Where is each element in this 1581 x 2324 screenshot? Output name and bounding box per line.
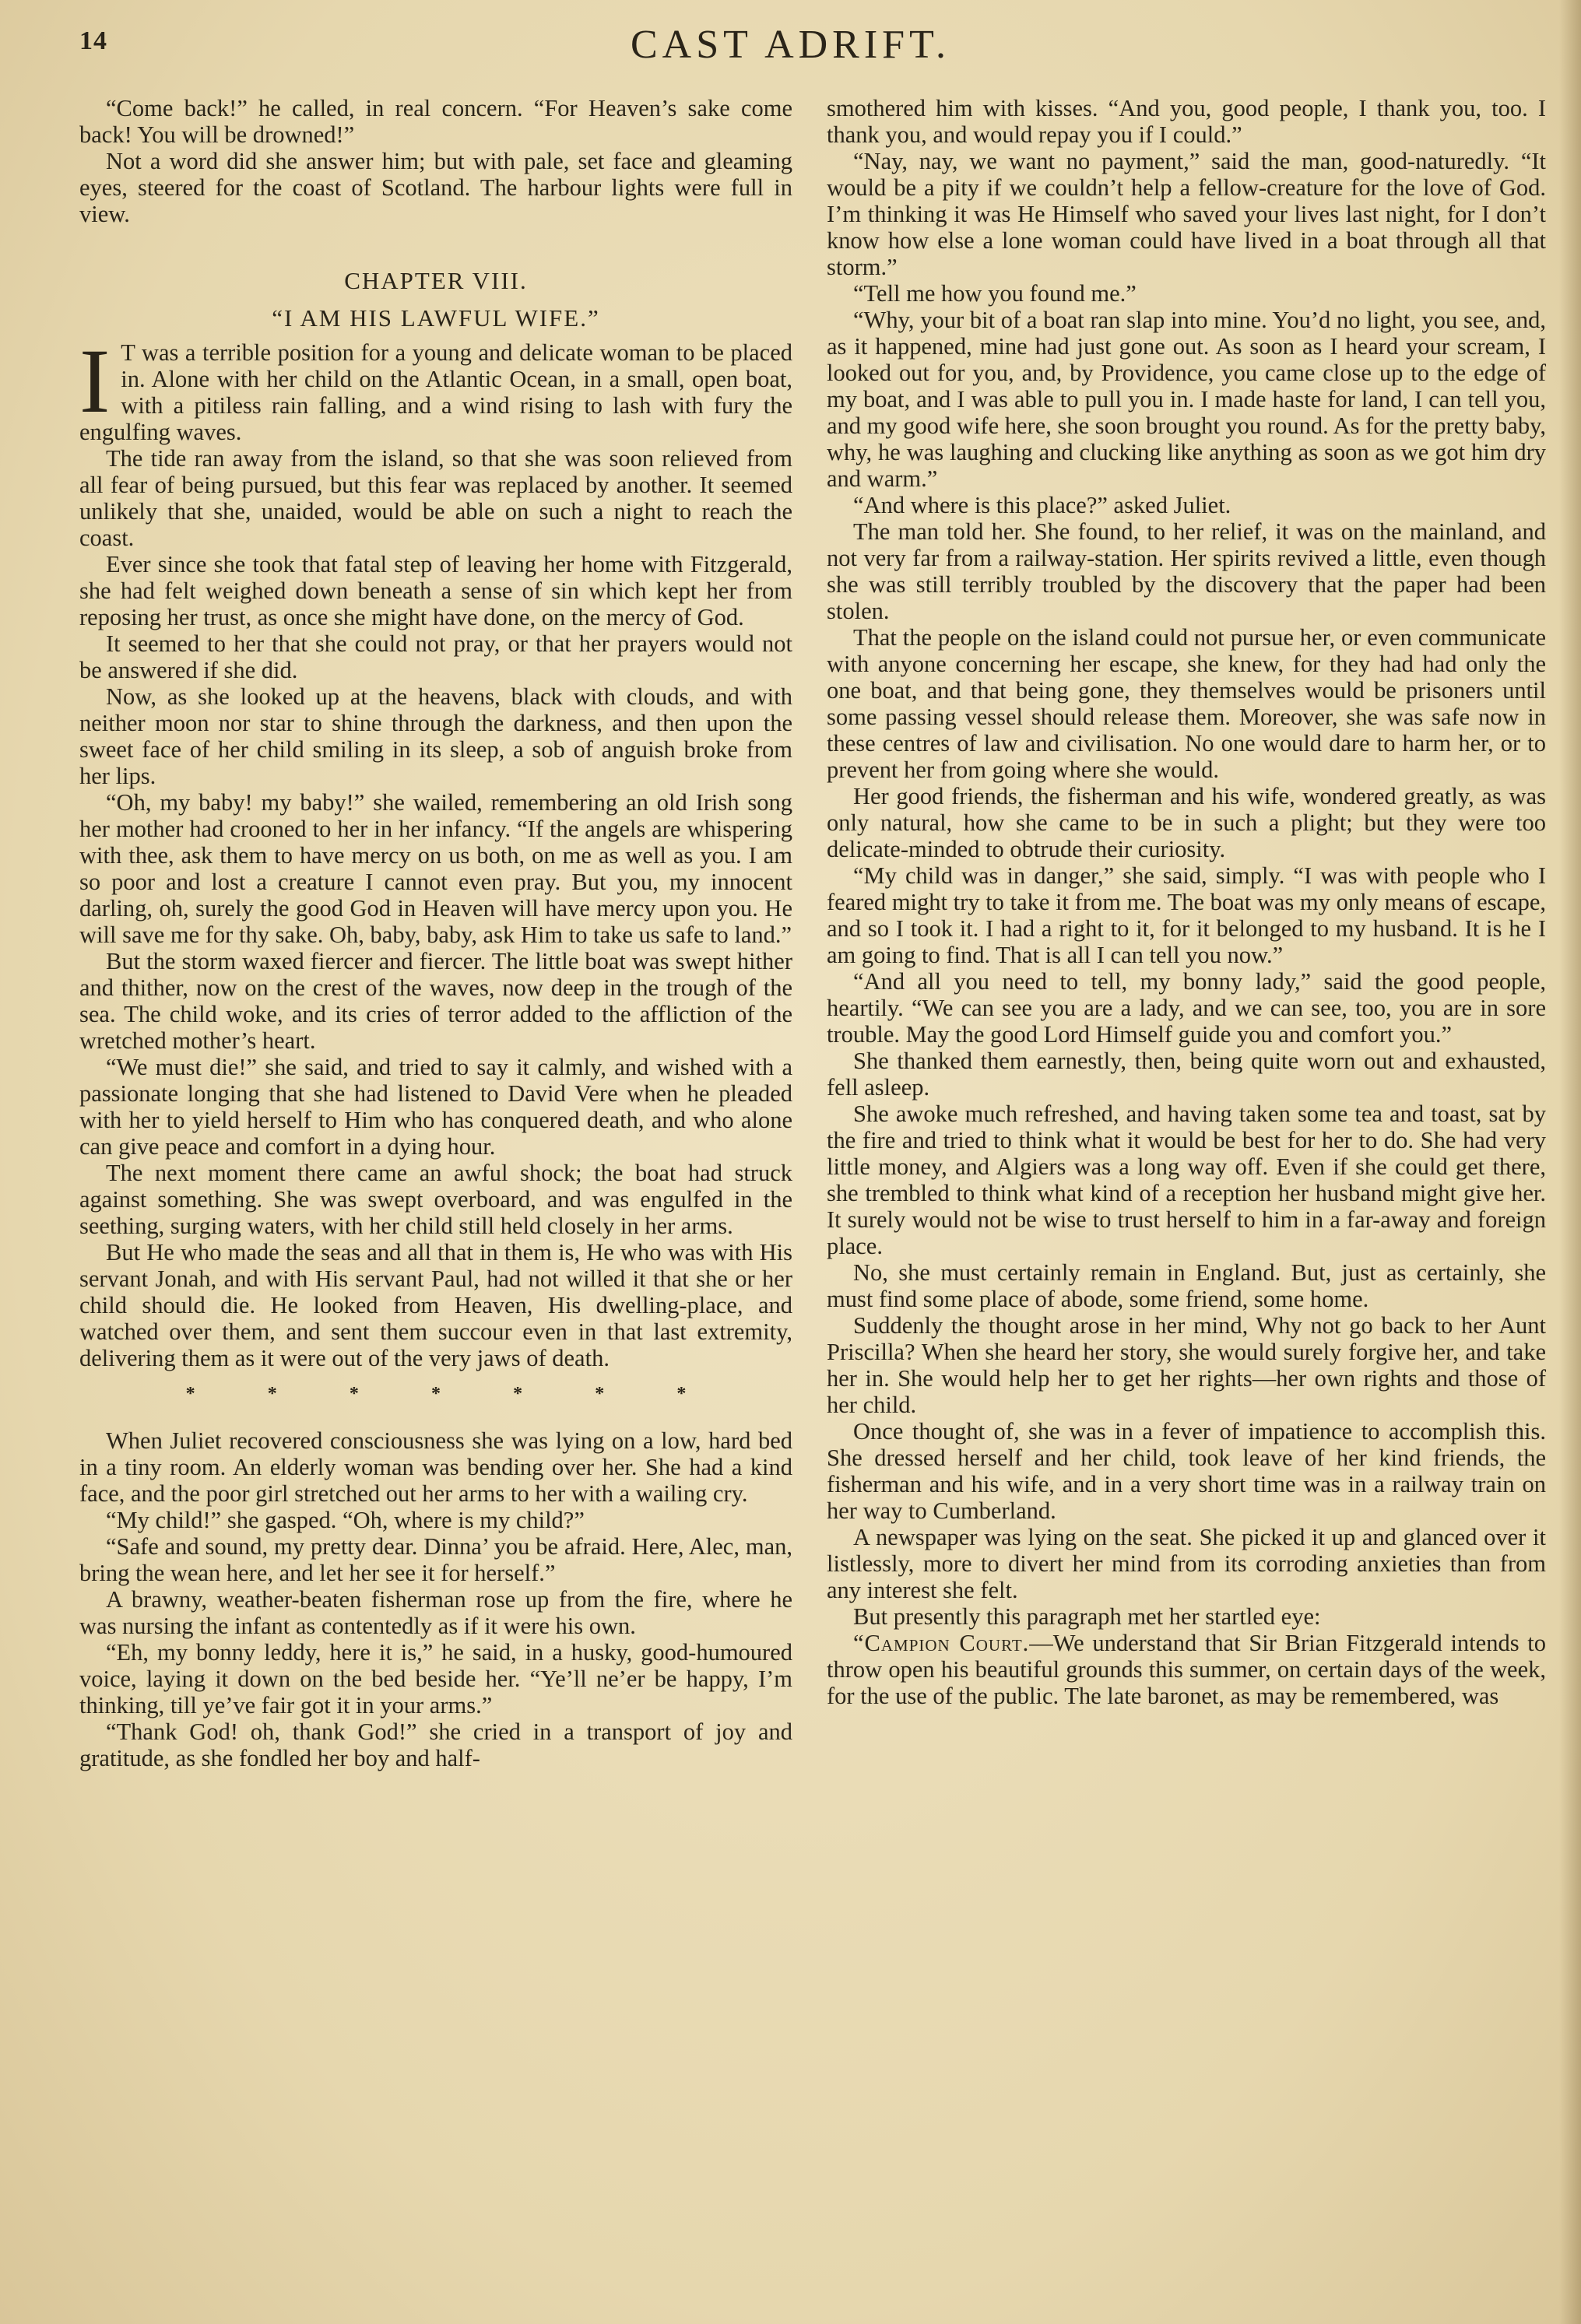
chapter-subtitle: “I AM HIS LAWFUL WIFE.” [272, 304, 600, 332]
right-column [827, 95, 1546, 1709]
quote-lead: “Campion Court. [853, 1630, 1030, 1656]
paragraph: She thanked them earnestly, then, being quite worn out and exhausted, fell asleep. [827, 1048, 1546, 1101]
paragraph: The man told her. She found, to her relief, it was on the mainland, and not very far from a railway-station. Her spirits revived a little, even though she was still terribly troubled by the discovery that the paper had been stolen. [827, 518, 1546, 624]
paragraph: That the people on the island could not pursue her, or even communicate with anyone concerning her escape, she knew, for they had had only the one boat, and that being gone, they themselves would be prisoners until some passing vessel should release them. Moreover, she was safe now in these centres of law and civilisation. No one would dare to harm her, or to prevent her from going where she would. [827, 624, 1546, 783]
paragraph: Not a word did she answer him; but with pale, set face and gleaming eyes, steered for the coast of Scotland. The harbour lights were full in view. [79, 148, 792, 227]
running-title: CAST ADRIFT. [630, 23, 951, 67]
paragraph: “We must die!” she said, and tried to say it calmly, and wished with a passionate longing that she had listened to David Vere when he pleaded with her to yield herself to Him who has conquered death, and who alone can give peace and comfort in a dying hour. [79, 1054, 792, 1160]
paragraph: But the storm waxed fiercer and fiercer. The little boat was swept hither and thither, now on the crest of the waves, now deep in the trough of the sea. The child woke, and its cries of terror added to the affliction of the wretched mother’s heart. [79, 948, 792, 1054]
separator-star: * [267, 1384, 277, 1404]
section-separator [79, 1381, 792, 1407]
paragraph: “Eh, my bonny leddy, here it is,” he said, in a husky, good-humoured voice, laying it down on the bed beside her. “Ye’ll ne’er be happy, I’m thinking, till ye’ve fair got it in your arms.” [79, 1639, 792, 1718]
left-column [79, 95, 792, 1771]
separator-star: * [676, 1384, 687, 1404]
paragraph: “Oh, my baby! my baby!” she wailed, remembering an old Irish song her mother had crooned to her in her infancy. “If the angels are whispering with thee, ask them to have mercy on us both, on me as well as you. I am so poor and lost a creature I cannot even pray. But you, my innocent darling, oh, surely the good God in Heaven will have mercy upon you. He will save me for thy sake. Oh, baby, baby, ask Him to take us safe to land.” [79, 789, 792, 948]
paragraph: “My child was in danger,” she said, simply. “I was with people who I feared might try to take it from me. The boat was my only means of escape, and so I took it. I had a right to it, for it belonged to my husband. It is he I am going to find. That is all I can tell you now.” [827, 862, 1546, 968]
paragraph: It seemed to her that she could not pray, or that her prayers would not be answered if she did. [79, 630, 792, 683]
quote-text: —We understand that Sir Brian Fitzgerald intends to throw open his beautiful grounds this summer, on certain days of the week, for the use of the public. The late baronet, as may be remembered, was [827, 1630, 1546, 1709]
paragraph: “Why, your bit of a boat ran slap into mine. You’d no light, you see, and, as it happened, mine had just gone out. As soon as I heard your scream, I looked out for you, and, by Providence, you came close up to the edge of my boat, and I was able to pull you in. I made haste for land, I can tell you, and my good wife here, she soon brought you round. As for the pretty baby, why, he was laughing and clucking like anything as soon as we got him dry and warm.” [827, 307, 1546, 492]
paragraph: Now, as she looked up at the heavens, black with clouds, and with neither moon nor star to shine through the darkness, and then upon the sweet face of her child smiling in its sleep, a sob of anguish broke from her lips. [79, 683, 792, 789]
newspaper-quote [827, 1630, 1546, 1709]
paragraph: “My child!” she gasped. “Oh, where is my child?” [106, 1507, 585, 1533]
paragraph: A newspaper was lying on the seat. She picked it up and glanced over it listlessly, more to divert her mind from its corroding anxieties than from any interest she felt. [827, 1524, 1546, 1603]
paragraph: Once thought of, she was in a fever of impatience to accomplish this. She dressed herself and her child, took leave of her kind friends, the fisherman and his wife, and in a very short time was in a railway train on her way to Cumberland. [827, 1418, 1546, 1524]
paragraph: The next moment there came an awful shock; the boat had struck against something. She was swept overboard, and was engulfed in the seething, surging waters, with her child still held closely in her arms. [79, 1160, 792, 1239]
paragraph: “And where is this place?” asked Juliet. [853, 492, 1231, 518]
chapter-opening-paragraph [79, 330, 792, 445]
paragraph: A brawny, weather-beaten fisherman rose up from the fire, where he was nursing the infant as contentedly as if it were his own. [79, 1586, 792, 1639]
drop-cap: I [79, 330, 111, 432]
paragraph: No, she must certainly remain in England. But, just as certainly, she must find some place of abode, some friend, some home. [827, 1259, 1546, 1312]
paragraph: But He who made the seas and all that in them is, He who was with His servant Jonah, and with His servant Paul, had not willed it that she or her child should die. He looked from Heaven, His dwelling-place, and watched over them, and sent them succour even in that last extremity, delivering them as it were out of the very jaws of death. [79, 1239, 792, 1371]
page-number: 14 [79, 26, 107, 55]
paragraph-continued: smothered him with kisses. “And you, good people, I thank you, too. I thank you, and would repay you if I could.” [827, 95, 1546, 148]
paragraph: The tide ran away from the island, so that she was soon relieved from all fear of being pursued, but this fear was replaced by another. It seemed unlikely that she, unaided, would be able on such a night to reach the coast. [79, 445, 792, 551]
paragraph: “Come back!” he called, in real concern. “For Heaven’s sake come back! You will be drowned!” [79, 95, 792, 148]
paragraph: “Safe and sound, my pretty dear. Dinna’ you be afraid. Here, Alec, man, bring the wean here, and let her see it for herself.” [79, 1533, 792, 1586]
paragraph: She awoke much refreshed, and having taken some tea and toast, sat by the fire and tried to think what it would be best for her to do. She had very little money, and Algiers was a long way off. Even if she could get there, she trembled to think what kind of a reception her husband might give her. It surely would not be wise to trust herself to him in a far-away and foreign place. [827, 1101, 1546, 1259]
paragraph: Suddenly the thought arose in her mind, Why not go back to her Aunt Priscilla? When she heard her story, she would surely forgive her, and take her in. She would help her to get her rights—her own rights and those of her child. [827, 1312, 1546, 1418]
chapter-heading: CHAPTER VIII. [344, 267, 528, 294]
separator-star: * [595, 1384, 605, 1404]
paragraph: Her good friends, the fisherman and his wife, wondered greatly, as was only natural, how she came to be in such a plight; but they were too delicate-minded to obtrude their curiosity. [827, 783, 1546, 862]
paragraph: “Tell me how you found me.” [853, 280, 1137, 307]
paragraph: Ever since she took that fatal step of leaving her home with Fitzgerald, she had felt weighed down beneath a sense of sin which kept her from reposing her trust, as once she might have done, on the mercy of God. [79, 551, 792, 630]
separator-star: * [430, 1384, 441, 1404]
page-header [0, 0, 1581, 86]
paragraph: “Thank God! oh, thank God!” she cried in a transport of joy and gratitude, as she fondled her boy and half- [79, 1718, 792, 1771]
page-edge-shadow [1559, 0, 1581, 2324]
separator-star: * [513, 1384, 523, 1404]
paragraph: “And all you need to tell, my bonny lady,” said the good people, heartily. “We can see you are a lady, and we can see, too, you are in sore trouble. May the good Lord Himself guide you and comfort you.” [827, 968, 1546, 1048]
separator-star: * [349, 1384, 359, 1404]
opening-text: T was a terrible position for a young and delicate woman to be placed in. Alone with her child on the Atlantic Ocean, in a small, open boat, with a pitiless rain falling, and a wind rising to lash with fury the engulfing waves. [79, 339, 792, 445]
paragraph: When Juliet recovered consciousness she was lying on a low, hard bed in a tiny room. An elderly woman was bending over her. She had a kind face, and the poor girl stretched out her arms to her with a wailing cry. [79, 1427, 792, 1507]
paragraph: “Nay, nay, we want no payment,” said the man, good-naturedly. “It would be a pity if we couldn’t help a fellow-creature for the love of God. I’m thinking it was He Himself who saved your lives last night, for I don’t know how else a lone woman could have lived in a boat through all that storm.” [827, 148, 1546, 280]
paragraph: But presently this paragraph met her startled eye: [853, 1603, 1321, 1630]
separator-star: * [185, 1384, 195, 1404]
